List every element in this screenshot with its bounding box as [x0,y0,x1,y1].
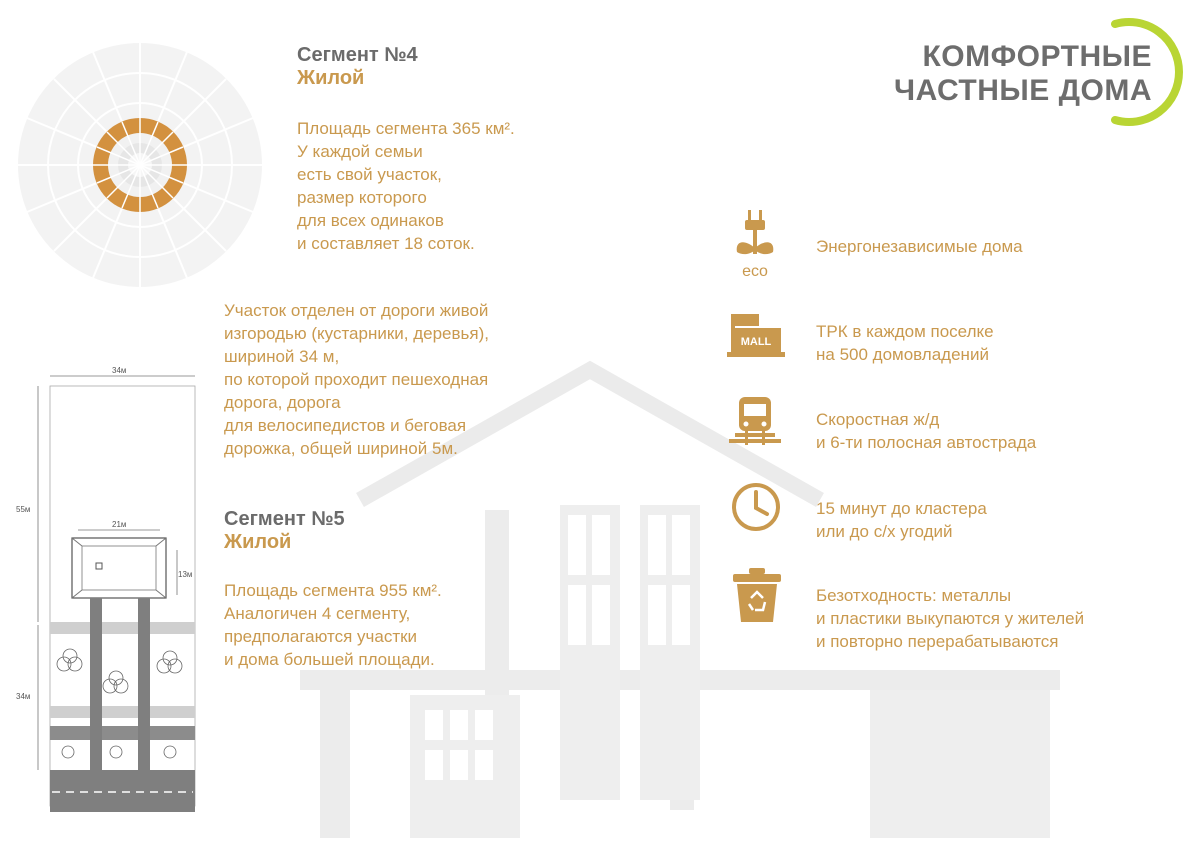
mall-icon [725,310,785,360]
feature-clock-text: 15 минут до кластера или до с/х угодий [816,499,987,541]
segment4-title: Сегмент №4 [297,44,418,66]
segment-circle-diagram [15,40,265,290]
feature-eco-text: Энергонезависимые дома [816,237,1023,256]
feature-train-text: Скоростная ж/д и 6-ти полосная автострада [816,410,1037,452]
brand-line-2: ЧАСТНЫЕ ДОМА [894,74,1152,107]
house-depth-label: 13м [178,570,193,579]
plot-width-label: 34м [112,366,127,375]
plot-plan [16,360,210,838]
recycle-bin-icon [731,568,783,624]
mall-icon-label: MALL [740,336,772,348]
feature-mall [725,310,1185,370]
segment5-description: Площадь сегмента 955 км². Аналогичен 4 сегменту, предполагаются участки и дома большей площади. [224,581,442,669]
segment4-subtitle: Жилой [297,67,365,89]
feature-clock [725,480,1185,540]
plot-height-label: 55м [16,505,31,514]
segment5-subtitle: Жилой [224,531,292,553]
feature-recycle [725,568,1195,651]
eco-icon-label: eco [742,263,768,280]
feature-eco [725,208,1185,278]
eco-plug-icon [725,208,785,280]
feature-train [725,395,1185,455]
segment4-description: Площадь сегмента 365 км². У каждой семьи есть свой участок, размер которого для всех одинаков и составляет 18 соток. [297,119,515,253]
plot-description: Участок отделен от дороги живой изгородью (кустарники, деревья), шириной 34 м, по которой проходит пешеходная дорога, дорога для велосипедистов и беговая дорожка, общей шириной 5м. [224,301,489,458]
garden-depth-label: 34м [16,692,31,701]
feature-recycle-text: Безотходность: металлы и пластики выкупаются у жителей и повторно перерабатываются [816,586,1085,651]
plot-plan-drawing [20,360,210,838]
clock-icon [729,480,783,534]
brand-line-1: КОМФОРТНЫЕ [922,40,1152,73]
brand-logo [860,18,1200,130]
house-width-label: 21м [112,520,127,529]
train-icon [725,395,785,449]
feature-mall-text: ТРК в каждом поселке на 500 домовладений [816,322,994,364]
segment5-title: Сегмент №5 [224,508,345,530]
